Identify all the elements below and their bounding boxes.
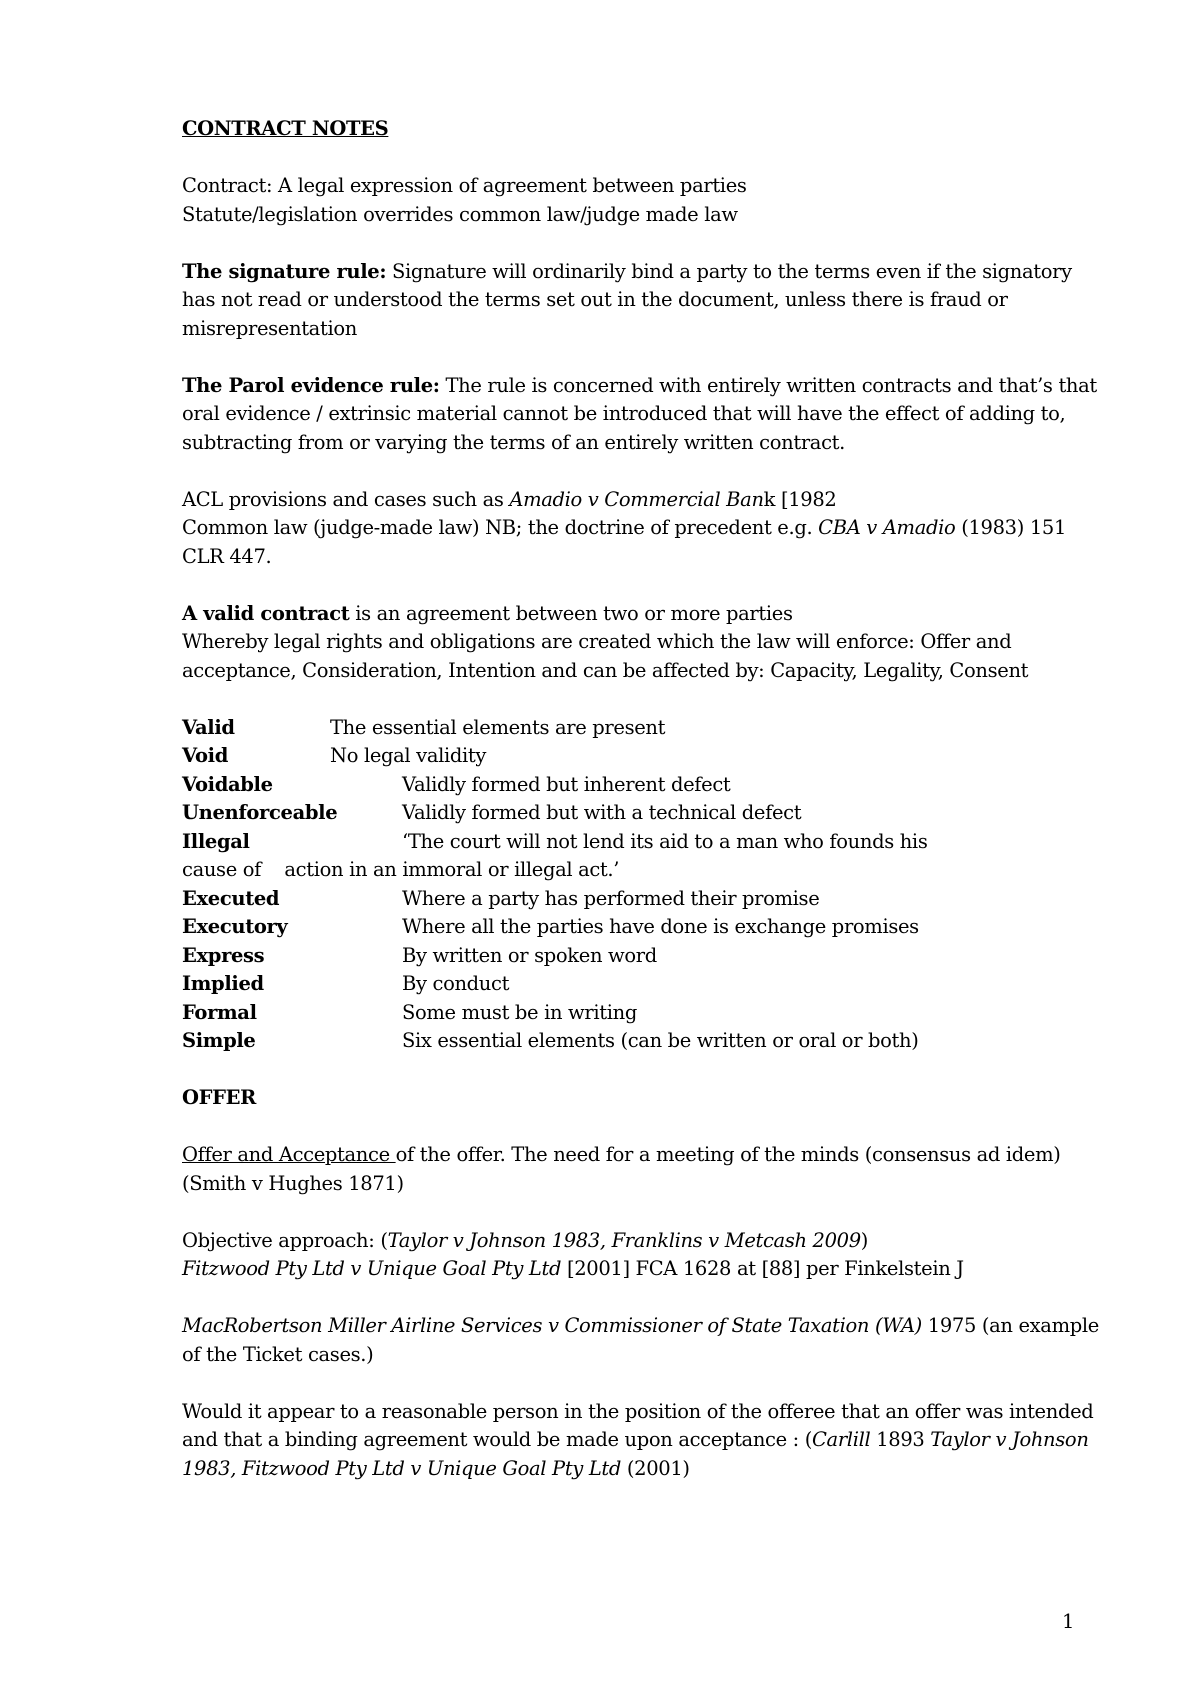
legal-rights-paragraph: Whereby legal rights and obligations are created which the law will enforce: Offer and acceptance, Consideration, Intention and can be affected by: Capacity, Legality, Consent <box>182 630 1029 682</box>
term-express: Express <box>182 943 265 967</box>
term-executed: Executed <box>182 886 280 910</box>
terms-list <box>182 714 1102 1056</box>
signature-rule-text: Signature will ordinarily bind a party to the terms even if the signatory has not read or understood the terms set out in the document, unless there is fraud or misrepresentation <box>182 259 1072 340</box>
objective-pre: Objective approach: ( <box>182 1228 388 1252</box>
case-fitzwood: Fitzwood Pty Ltd v Unique Goal Pty Ltd <box>182 1257 562 1280</box>
term-voidable: Voidable <box>182 772 273 796</box>
definition-simple: Six essential elements (can be written or oral or both) <box>402 1029 919 1052</box>
term-unenforceable: Unenforceable <box>182 801 338 824</box>
valid-contract-text: is an agreement between two or more parties <box>349 601 793 625</box>
acl-line <box>182 486 1102 515</box>
reasonable-text: Would it appear to a reasonable person in the position of the offeree that an offer was intended and that a binding agreement would be made upon acceptance : ( <box>182 1399 1094 1451</box>
definition-void: No legal validity <box>330 744 487 767</box>
parol-rule-paragraph <box>182 372 1102 458</box>
term-executory: Executory <box>182 915 288 938</box>
macrobertson-paragraph <box>182 1312 1102 1369</box>
acl-pre: ACL provisions and cases such as <box>182 487 510 511</box>
definition-formal: Some must be in writing <box>402 1000 637 1024</box>
document-body <box>182 115 1102 1483</box>
term-row <box>182 970 1102 999</box>
objective-post: ) <box>860 1228 869 1252</box>
term-row <box>182 1027 1102 1056</box>
common-law-line <box>182 514 1102 571</box>
term-illegal: Illegal <box>182 829 250 853</box>
definition-implied: By conduct <box>402 972 510 995</box>
reasonable-person-paragraph <box>182 1398 1102 1484</box>
reasonable-mid: 1893 <box>870 1428 931 1451</box>
statute-note: Statute/legislation overrides common law/judge made law <box>182 202 738 226</box>
term-formal: Formal <box>182 1000 257 1024</box>
objective-cases: Taylor v Johnson 1983, Franklins v Metcash 2009 <box>387 1228 861 1252</box>
definition-executory: Where all the parties have done is exchange promises <box>402 915 919 938</box>
term-row <box>182 799 1102 828</box>
definition-express: By written or spoken word <box>402 943 657 967</box>
parol-rule-label: The Parol evidence rule: <box>182 373 440 397</box>
term-void: Void <box>182 744 228 767</box>
definition-executed: Where a party has performed their promise <box>402 886 820 910</box>
offer-acceptance-text: of the offer. The need for a meeting of the minds (consensus ad idem) (Smith v Hughes 1871) <box>182 1143 1061 1195</box>
signature-rule-label: The signature rule: <box>182 259 387 283</box>
reasonable-cases: Taylor v Johnson 1983, Fitzwood Pty Ltd v Unique Goal Pty Ltd <box>182 1428 1089 1480</box>
term-row <box>182 771 1102 800</box>
case-macrobertson: MacRobertson Miller Airline Services v Commissioner of State Taxation (WA) <box>182 1314 922 1337</box>
reasonable-post: (2001) <box>621 1456 690 1480</box>
document-title: CONTRACT NOTES <box>182 117 389 140</box>
signature-rule-paragraph <box>182 258 1102 344</box>
case-cba-amadio: CBA v Amadio <box>818 516 956 539</box>
case-carlill: Carlill <box>811 1428 871 1451</box>
fitzwood-line <box>182 1255 1102 1284</box>
term-row <box>182 942 1102 971</box>
valid-contract-label: A valid contract <box>182 601 350 625</box>
illegal-continued: cause of action in an immoral or illegal act.’ <box>182 858 620 881</box>
term-valid: Valid <box>182 715 235 739</box>
term-row <box>182 742 1102 771</box>
definition-valid: The essential elements are present <box>330 715 666 739</box>
objective-approach-line <box>182 1227 1102 1256</box>
contract-definition: Contract: A legal expression of agreement between parties <box>182 174 747 197</box>
term-row <box>182 714 1102 743</box>
term-simple: Simple <box>182 1029 256 1052</box>
term-row <box>182 913 1102 942</box>
term-row <box>182 885 1102 914</box>
macrobertson-post: 1975 (an example of the Ticket cases.) <box>182 1314 1099 1366</box>
fitzwood-citation: [2001] FCA 1628 at [88] per Finkelstein J <box>561 1257 964 1280</box>
offer-acceptance-label: Offer and Acceptance <box>182 1143 396 1166</box>
offer-acceptance-paragraph <box>182 1141 1102 1198</box>
common-law-post: (1983) 151 CLR 447. <box>182 516 1066 568</box>
term-row <box>182 828 1102 857</box>
term-implied: Implied <box>182 972 264 995</box>
term-row <box>182 999 1102 1028</box>
acl-post: k [1982 <box>763 487 837 511</box>
definition-illegal: ‘The court will not lend its aid to a man who founds his <box>402 829 928 853</box>
offer-heading: OFFER <box>182 1086 256 1109</box>
common-law-pre: Common law (judge-made law) NB; the doctrine of precedent e.g. <box>182 516 819 539</box>
case-amadio: Amadio v Commercial Ban <box>509 487 764 511</box>
parol-rule-text: The rule is concerned with entirely written contracts and that’s that oral evidence / extrinsic material cannot be introduced that will have the effect of adding to, subtracting from or varying the terms of an entirely written contract. <box>182 373 1097 454</box>
definition-voidable: Validly formed but inherent defect <box>402 772 731 796</box>
definition-unenforceable: Validly formed but with a technical defect <box>402 801 802 824</box>
valid-contract-line <box>182 600 1102 629</box>
page-number: 1 <box>1062 1610 1075 1633</box>
